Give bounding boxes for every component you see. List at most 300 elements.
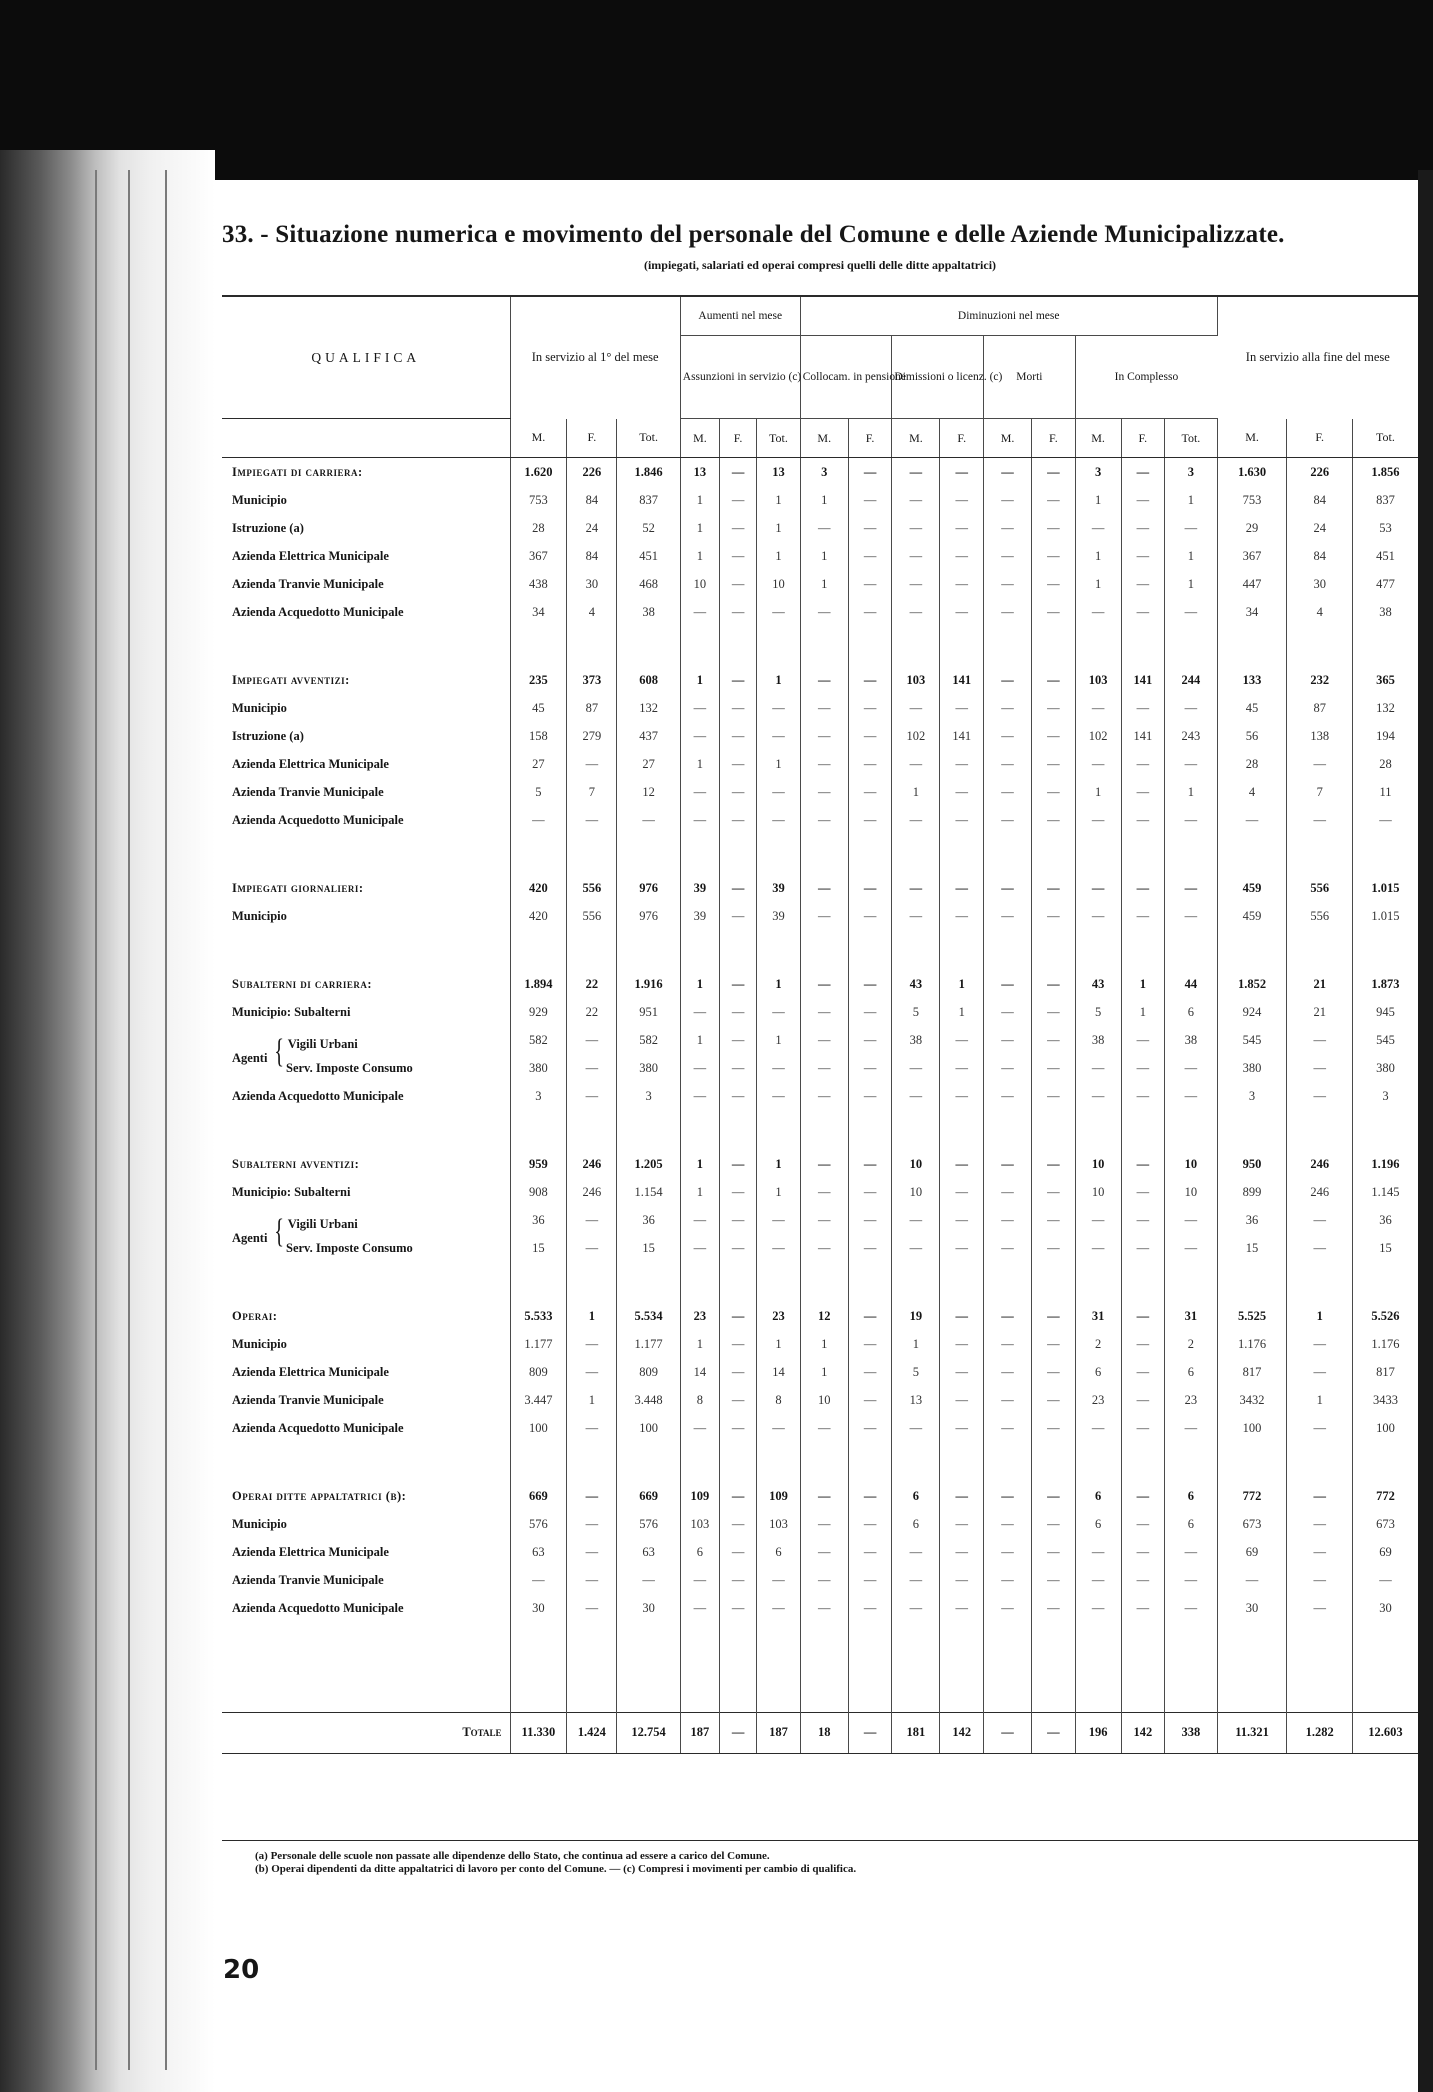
value-cell: — xyxy=(1075,750,1121,778)
value-cell: 243 xyxy=(1165,722,1218,750)
spacer-cell xyxy=(680,1262,719,1302)
value-cell: — xyxy=(1032,970,1076,998)
header-aumenti: Aumenti nel mese xyxy=(680,296,800,336)
row-label-text: Impiegati giornalieri: xyxy=(232,880,364,895)
value-cell: — xyxy=(1287,1206,1352,1234)
value-cell: 1 xyxy=(680,970,719,998)
table-row xyxy=(222,1234,1418,1262)
value-cell: 39 xyxy=(757,874,801,902)
row-label xyxy=(222,1386,510,1414)
value-cell: — xyxy=(1287,1566,1352,1594)
value-cell: — xyxy=(800,666,848,694)
value-cell: 1 xyxy=(757,1330,801,1358)
row-label xyxy=(222,750,510,778)
value-cell: — xyxy=(720,1414,757,1442)
value-cell: — xyxy=(848,1150,892,1178)
value-cell: — xyxy=(800,970,848,998)
value-cell: — xyxy=(940,542,984,570)
header-in-servizio-fine: In servizio alla fine del mese xyxy=(1217,296,1418,419)
row-label xyxy=(222,1150,510,1178)
value-cell: 279 xyxy=(567,722,617,750)
value-cell: — xyxy=(720,1150,757,1178)
value-cell: 1 xyxy=(680,514,719,542)
value-cell: — xyxy=(848,1414,892,1442)
value-cell: — xyxy=(800,902,848,930)
value-cell: — xyxy=(984,1082,1032,1110)
value-cell: 950 xyxy=(1217,1150,1287,1178)
value-cell: 100 xyxy=(1376,1420,1395,1435)
value-cell: — xyxy=(567,1482,617,1510)
spacer-cell xyxy=(800,930,848,970)
value-cell: 246 xyxy=(1287,1150,1352,1178)
value-cell: — xyxy=(940,1414,984,1442)
row-label-text: Azienda Tranvie Municipale xyxy=(232,1572,384,1587)
value-cell: 6 xyxy=(1165,998,1218,1026)
spacer-cell xyxy=(1352,1262,1418,1302)
table-row xyxy=(222,1178,1418,1206)
value-cell: — xyxy=(848,874,892,902)
value-cell: — xyxy=(848,998,892,1026)
group-row xyxy=(222,1150,1418,1178)
table-row xyxy=(222,486,1418,514)
spacer-cell xyxy=(1032,930,1076,970)
value-cell: 367 xyxy=(510,542,567,570)
value-cell: — xyxy=(1075,1206,1121,1234)
value-cell: 38 xyxy=(1165,1026,1218,1054)
value-cell: — xyxy=(848,806,892,834)
value-cell: — xyxy=(1165,1054,1218,1082)
value-cell: — xyxy=(720,806,757,834)
value-cell: 5.533 xyxy=(510,1302,567,1330)
value-cell: — xyxy=(940,1358,984,1386)
value-cell: 6 xyxy=(1075,1358,1121,1386)
value-cell: 28 xyxy=(1217,750,1287,778)
value-cell: — xyxy=(1032,1150,1076,1178)
spacer-cell xyxy=(984,930,1032,970)
spacer-cell xyxy=(984,1262,1032,1302)
value-cell: — xyxy=(940,1178,984,1206)
value-cell: — xyxy=(1075,1234,1121,1262)
spacer-cell xyxy=(757,1622,801,1712)
value-cell: 1 xyxy=(680,1178,719,1206)
value-cell: — xyxy=(1121,1206,1165,1234)
value-cell: — xyxy=(680,1566,719,1594)
value-cell: — xyxy=(1032,902,1076,930)
value-cell: 3.448 xyxy=(617,1386,680,1414)
value-cell: 22 xyxy=(567,998,617,1026)
spacer-cell xyxy=(848,930,892,970)
value-cell: 14 xyxy=(680,1358,719,1386)
spacer-cell xyxy=(617,1622,680,1712)
value-cell: 84 xyxy=(567,486,617,514)
row-label-text: Vigili Urbani xyxy=(287,1217,358,1231)
value-cell: 576 xyxy=(510,1510,567,1538)
group-row xyxy=(222,970,1418,998)
value-cell: 100 xyxy=(1217,1414,1287,1442)
value-cell: 36 xyxy=(1217,1206,1287,1234)
value-cell: — xyxy=(567,1594,617,1622)
value-cell: 103 xyxy=(680,1510,719,1538)
value-cell: 19 xyxy=(892,1302,940,1330)
value-cell: — xyxy=(1121,1082,1165,1110)
value-cell: — xyxy=(720,1712,757,1753)
value-cell: 5.525 xyxy=(1217,1302,1287,1330)
header-assunzioni: Assunzioni in servizio (c) xyxy=(680,336,800,419)
value-cell: 809 xyxy=(617,1358,680,1386)
value-cell: 38 xyxy=(617,598,680,626)
value-cell: 63 xyxy=(617,1538,680,1566)
value-cell: — xyxy=(757,1234,801,1262)
value-cell: 84 xyxy=(1287,542,1352,570)
spacer-cell xyxy=(940,834,984,874)
value-cell: — xyxy=(984,778,1032,806)
value-cell: 1.620 xyxy=(510,458,567,487)
value-cell: 5 xyxy=(892,998,940,1026)
value-cell: 34 xyxy=(1217,598,1287,626)
value-cell: — xyxy=(984,666,1032,694)
value-cell: 10 xyxy=(1075,1150,1121,1178)
value-cell: 23 xyxy=(1165,1386,1218,1414)
value-cell: — xyxy=(1121,1358,1165,1386)
row-label xyxy=(222,486,510,514)
value-cell: 10 xyxy=(680,570,719,598)
value-cell: — xyxy=(720,514,757,542)
value-cell: — xyxy=(892,542,940,570)
value-cell: — xyxy=(800,1234,848,1262)
footnote-a: (a) Personale delle scuole non passate alle dipendenze dello Stato, che continua ad essere a carico del Comune. xyxy=(255,1850,770,1862)
spacer-cell xyxy=(1287,834,1352,874)
value-cell: 5 xyxy=(892,1358,940,1386)
group-row xyxy=(222,458,1418,487)
row-label-text: Azienda Elettrica Municipale xyxy=(232,548,389,563)
value-cell: — xyxy=(1121,1178,1165,1206)
value-cell: — xyxy=(757,1206,801,1234)
header-tot: Tot. xyxy=(617,419,680,458)
value-cell: 447 xyxy=(1217,570,1287,598)
table-row xyxy=(222,1538,1418,1566)
value-cell: 1 xyxy=(757,1026,801,1054)
value-cell: — xyxy=(848,514,892,542)
spacer-cell xyxy=(1121,1622,1165,1712)
row-label xyxy=(222,722,510,750)
row-label-text: Azienda Acquedotto Municipale xyxy=(232,1420,404,1435)
spacer-cell xyxy=(1165,1262,1218,1302)
spacer-cell xyxy=(1287,1262,1352,1302)
spacer-cell xyxy=(848,1622,892,1712)
table-row xyxy=(222,1566,1418,1594)
value-cell: 373 xyxy=(567,666,617,694)
value-cell: — xyxy=(1032,1302,1076,1330)
value-cell: — xyxy=(984,1302,1032,1330)
spacer-cell xyxy=(940,1442,984,1482)
value-cell: — xyxy=(720,1330,757,1358)
value-cell: 30 xyxy=(510,1594,567,1622)
value-cell: 23 xyxy=(757,1302,801,1330)
table-row xyxy=(222,750,1418,778)
spacer-cell xyxy=(222,930,510,970)
header-tot: Tot. xyxy=(1352,419,1418,458)
value-cell: 1.176 xyxy=(1371,1336,1400,1351)
spacer-cell xyxy=(1352,834,1418,874)
value-cell: — xyxy=(1032,1386,1076,1414)
value-cell: — xyxy=(1075,874,1121,902)
value-cell: 582 xyxy=(510,1026,567,1054)
value-cell: 556 xyxy=(1287,874,1352,902)
spacer-cell xyxy=(1075,1262,1121,1302)
row-label-text: Municipio xyxy=(232,1336,287,1351)
row-label xyxy=(222,514,510,542)
table-row xyxy=(222,1026,1418,1054)
row-label xyxy=(222,542,510,570)
value-cell: — xyxy=(720,778,757,806)
row-label-text: Subalterni avventizi: xyxy=(232,1156,360,1171)
value-cell: — xyxy=(940,570,984,598)
value-cell: 87 xyxy=(1287,694,1352,722)
row-label-text: Azienda Acquedotto Municipale xyxy=(232,1600,404,1615)
table-row xyxy=(222,514,1418,542)
spacer-cell xyxy=(848,1442,892,1482)
value-cell: 142 xyxy=(940,1712,984,1753)
value-cell: 38 xyxy=(892,1026,940,1054)
value-cell: 5.526 xyxy=(1371,1308,1400,1323)
value-cell: — xyxy=(1217,1566,1287,1594)
value-cell: 141 xyxy=(940,666,984,694)
value-cell: 7 xyxy=(1287,778,1352,806)
value-cell: 3 xyxy=(1382,1088,1389,1103)
value-cell: — xyxy=(1165,806,1218,834)
value-cell: 31 xyxy=(1165,1302,1218,1330)
value-cell: 673 xyxy=(1376,1516,1395,1531)
row-label-text: Azienda Acquedotto Municipale xyxy=(232,812,404,827)
value-cell: — xyxy=(720,1178,757,1206)
spacer-cell xyxy=(720,1262,757,1302)
value-cell: 194 xyxy=(1376,728,1395,743)
value-cell: 69 xyxy=(1217,1538,1287,1566)
value-cell: — xyxy=(720,722,757,750)
value-cell: — xyxy=(984,1054,1032,1082)
group-row xyxy=(222,1482,1418,1510)
table-row xyxy=(222,1330,1418,1358)
value-cell: 5.534 xyxy=(617,1302,680,1330)
spacer-cell xyxy=(800,1442,848,1482)
value-cell: — xyxy=(720,1566,757,1594)
value-cell: — xyxy=(1032,570,1076,598)
spacer-cell xyxy=(567,1442,617,1482)
spacer-cell xyxy=(800,1622,848,1712)
agenti-label: Agenti xyxy=(232,1231,268,1245)
value-cell: 226 xyxy=(1287,458,1352,487)
value-cell: — xyxy=(1287,1234,1352,1262)
spacer-cell xyxy=(567,1262,617,1302)
value-cell: 837 xyxy=(617,486,680,514)
value-cell: — xyxy=(757,1566,801,1594)
value-cell: 772 xyxy=(1217,1482,1287,1510)
row-label-text: Istruzione (a) xyxy=(232,728,304,743)
row-label-text: Municipio: Subalterni xyxy=(232,1004,351,1019)
header-f: F. xyxy=(1121,419,1165,458)
group-row xyxy=(222,1302,1418,1330)
value-cell: — xyxy=(1287,1414,1352,1442)
value-cell: — xyxy=(1121,694,1165,722)
spacer-cell xyxy=(222,1622,510,1712)
value-cell: — xyxy=(848,666,892,694)
value-cell: — xyxy=(680,694,719,722)
value-cell: 1 xyxy=(1165,570,1218,598)
value-cell: 22 xyxy=(567,970,617,998)
value-cell: 945 xyxy=(1376,1004,1395,1019)
value-cell: 63 xyxy=(510,1538,567,1566)
spacer-cell xyxy=(1032,626,1076,666)
value-cell: 11.330 xyxy=(510,1712,567,1753)
spacer-cell xyxy=(1121,1262,1165,1302)
value-cell: 1 xyxy=(1075,570,1121,598)
spacer-cell xyxy=(1287,930,1352,970)
scan-border-right xyxy=(1418,170,1433,2092)
header-f: F. xyxy=(848,419,892,458)
row-label xyxy=(222,998,510,1026)
value-cell: 1 xyxy=(680,486,719,514)
value-cell: 109 xyxy=(680,1482,719,1510)
spacer-cell xyxy=(1165,1442,1218,1482)
spacer-cell xyxy=(940,930,984,970)
value-cell: — xyxy=(567,1330,617,1358)
value-cell: 817 xyxy=(1217,1358,1287,1386)
value-cell: — xyxy=(1121,1054,1165,1082)
value-cell: — xyxy=(1379,1572,1392,1587)
value-cell: — xyxy=(1165,902,1218,930)
value-cell: — xyxy=(892,694,940,722)
value-cell: — xyxy=(848,1712,892,1753)
value-cell: — xyxy=(567,1510,617,1538)
spacer-cell xyxy=(617,930,680,970)
value-cell: — xyxy=(567,1234,617,1262)
value-cell: 1 xyxy=(1075,486,1121,514)
value-cell: — xyxy=(567,1082,617,1110)
value-cell: — xyxy=(720,1026,757,1054)
spacer-cell xyxy=(757,1110,801,1150)
value-cell: — xyxy=(720,1206,757,1234)
row-label xyxy=(222,1594,510,1622)
spacer-cell xyxy=(720,1442,757,1482)
header-m: M. xyxy=(1075,419,1121,458)
table-row xyxy=(222,1594,1418,1622)
table-row xyxy=(222,1054,1418,1082)
value-cell: — xyxy=(567,750,617,778)
value-cell: — xyxy=(1165,1566,1218,1594)
row-label xyxy=(222,1510,510,1538)
value-cell: — xyxy=(1032,874,1076,902)
table-row xyxy=(222,806,1418,834)
value-cell: — xyxy=(984,806,1032,834)
value-cell: 1 xyxy=(800,570,848,598)
value-cell: — xyxy=(984,598,1032,626)
spacer-cell xyxy=(757,626,801,666)
value-cell: 1 xyxy=(940,998,984,1026)
brace-glyph: { xyxy=(274,1213,285,1250)
value-cell: — xyxy=(1287,1026,1352,1054)
row-label xyxy=(222,598,510,626)
value-cell: 141 xyxy=(1121,666,1165,694)
value-cell: — xyxy=(892,458,940,487)
page-number: 20 xyxy=(223,1955,260,1985)
value-cell: 380 xyxy=(1376,1060,1395,1075)
value-cell: 31 xyxy=(1075,1302,1121,1330)
value-cell: 380 xyxy=(510,1054,567,1082)
value-cell: — xyxy=(940,694,984,722)
value-cell: 673 xyxy=(1217,1510,1287,1538)
value-cell: 4 xyxy=(567,598,617,626)
value-cell: — xyxy=(1032,1566,1076,1594)
spacer-cell xyxy=(1352,930,1418,970)
value-cell: 100 xyxy=(617,1414,680,1442)
spacer-cell xyxy=(1352,626,1418,666)
value-cell: — xyxy=(510,1566,567,1594)
value-cell: — xyxy=(720,458,757,487)
value-cell: 45 xyxy=(510,694,567,722)
value-cell: — xyxy=(848,1386,892,1414)
value-cell: — xyxy=(1032,778,1076,806)
value-cell: — xyxy=(940,1150,984,1178)
value-cell: 1.894 xyxy=(510,970,567,998)
spacer-cell xyxy=(892,1442,940,1482)
value-cell: — xyxy=(848,1482,892,1510)
value-cell: — xyxy=(1217,806,1287,834)
spacer-cell xyxy=(720,834,757,874)
spacer-cell xyxy=(1121,626,1165,666)
value-cell: — xyxy=(680,1054,719,1082)
value-cell: 13 xyxy=(680,458,719,487)
value-cell: 39 xyxy=(680,874,719,902)
value-cell: — xyxy=(848,750,892,778)
value-cell: — xyxy=(940,1054,984,1082)
value-cell: 6 xyxy=(1075,1510,1121,1538)
value-cell: 3 xyxy=(1217,1082,1287,1110)
value-cell: — xyxy=(720,902,757,930)
value-cell: 556 xyxy=(567,874,617,902)
value-cell: — xyxy=(720,1082,757,1110)
value-cell: — xyxy=(848,694,892,722)
value-cell: 1 xyxy=(800,486,848,514)
value-cell: — xyxy=(1165,1206,1218,1234)
value-cell: 1 xyxy=(757,486,801,514)
value-cell: — xyxy=(567,1538,617,1566)
spacer-cell xyxy=(680,1110,719,1150)
value-cell: 30 xyxy=(1217,1594,1287,1622)
value-cell: — xyxy=(984,1358,1032,1386)
spacer-cell xyxy=(1217,1110,1287,1150)
row-label xyxy=(222,1082,510,1110)
value-cell: 109 xyxy=(757,1482,801,1510)
value-cell: — xyxy=(1075,1082,1121,1110)
value-cell: — xyxy=(800,1178,848,1206)
value-cell: — xyxy=(1165,1538,1218,1566)
value-cell: — xyxy=(720,486,757,514)
value-cell: — xyxy=(1121,570,1165,598)
spacer-cell xyxy=(1032,1262,1076,1302)
value-cell: — xyxy=(848,1234,892,1262)
header-dimissioni: Dimissioni o licenz. (c) xyxy=(892,336,984,419)
value-cell: 1 xyxy=(892,1330,940,1358)
value-cell: 142 xyxy=(1121,1712,1165,1753)
value-cell: — xyxy=(1032,666,1076,694)
spacer-cell xyxy=(1217,1622,1287,1712)
value-cell: 12 xyxy=(617,778,680,806)
spacer-cell xyxy=(892,834,940,874)
value-cell: 84 xyxy=(567,542,617,570)
value-cell: — xyxy=(510,806,567,834)
value-cell: — xyxy=(892,902,940,930)
value-cell: — xyxy=(680,806,719,834)
